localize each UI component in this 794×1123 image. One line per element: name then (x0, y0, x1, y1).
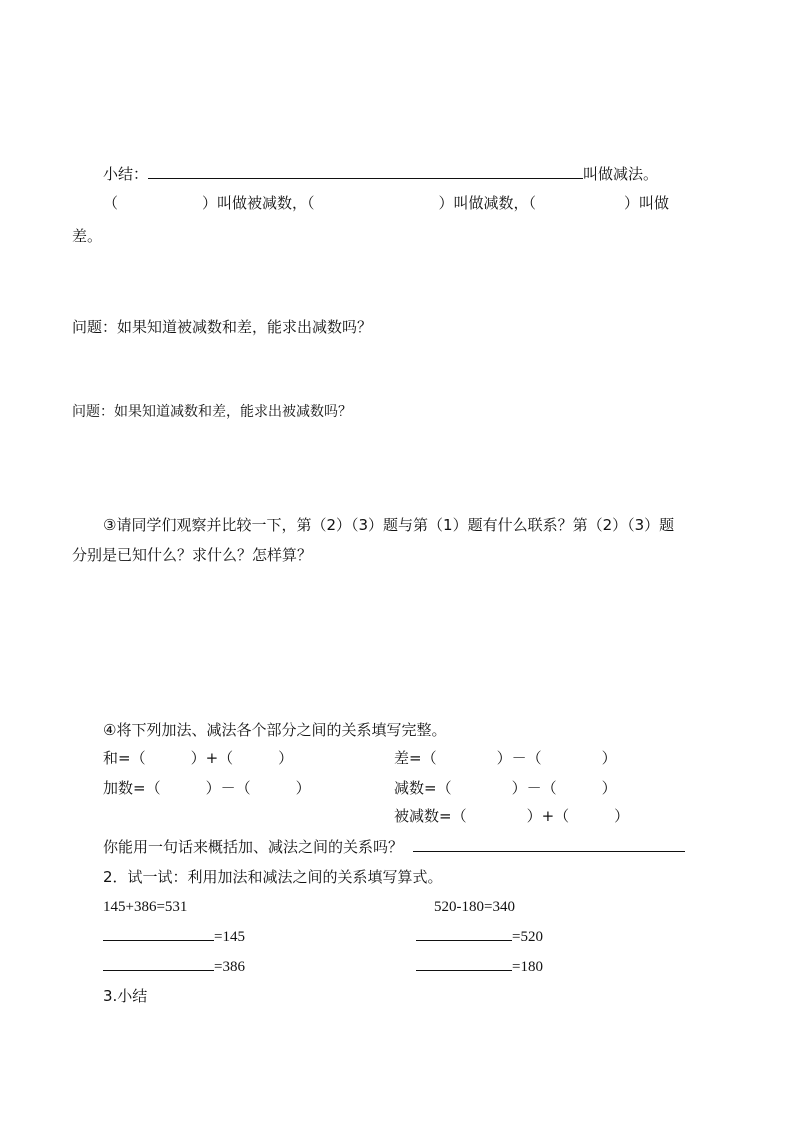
relation-difference[interactable]: 差=（ ）－（ ） (394, 749, 617, 767)
right-equation-b (416, 956, 543, 977)
summarize-question-line (103, 837, 685, 857)
left-equation-b (103, 956, 245, 977)
left-equation-b-result: =386 (214, 959, 245, 975)
item3-line-2: 分别是已知什么？求什么？怎样算？ (72, 546, 313, 564)
left-given-equation: 145+386=531 (103, 899, 188, 915)
terms-line-end: 差。 (72, 227, 103, 245)
right-answer-b-blank[interactable] (416, 956, 512, 971)
summarize-question: 你能用一句话来概括加、减法之间的关系吗？ (103, 838, 404, 856)
terms-text-1: ）叫做被减数，（ (202, 194, 315, 212)
left-answer-a-blank[interactable] (103, 926, 214, 941)
right-equation-a-result: =520 (512, 929, 543, 945)
summary-suffix: 叫做减法。 (583, 165, 659, 183)
summary-blank[interactable] (148, 164, 583, 179)
relation-subtrahend[interactable]: 减数=（ ）－（ ） (394, 779, 617, 797)
question-2: 问题：如果知道减数和差，能求出被减数吗？ (72, 404, 352, 420)
right-equation-a (416, 926, 543, 947)
right-answer-a-blank[interactable] (416, 926, 512, 941)
item4-title: ④将下列加法、减法各个部分之间的关系填写完整。 (103, 721, 447, 739)
section3-title: 3.小结 (103, 987, 148, 1005)
summary-line (103, 164, 658, 184)
relation-minuend[interactable]: 被减数=（ ）+（ ） (394, 807, 630, 825)
relation-sum[interactable]: 和=（ ）+（ ） (103, 749, 294, 767)
relation-addend[interactable]: 加数=（ ）－（ ） (103, 779, 311, 797)
summarize-answer-blank[interactable] (413, 837, 685, 852)
summary-label: 小结： (103, 165, 149, 183)
item3-line-1: ③请同学们观察并比较一下，第（2）（3）题与第（1）题有什么联系？第（2）（3）题 (103, 516, 675, 534)
question-1: 问题：如果知道被减数和差，能求出减数吗？ (72, 318, 373, 336)
left-equation-a-result: =145 (214, 929, 245, 945)
terms-line (103, 193, 669, 213)
left-answer-b-blank[interactable] (103, 956, 214, 971)
terms-text-3: ）叫做 (624, 194, 670, 212)
terms-open-1: （ (103, 194, 119, 212)
right-given-equation: 520-180=340 (434, 899, 515, 915)
terms-text-2: ）叫做减数，（ (438, 194, 537, 212)
left-equation-a (103, 926, 245, 947)
right-equation-b-result: =180 (512, 959, 543, 975)
section2-title: 2．试一试：利用加法和减法之间的关系填写算式。 (103, 868, 443, 886)
